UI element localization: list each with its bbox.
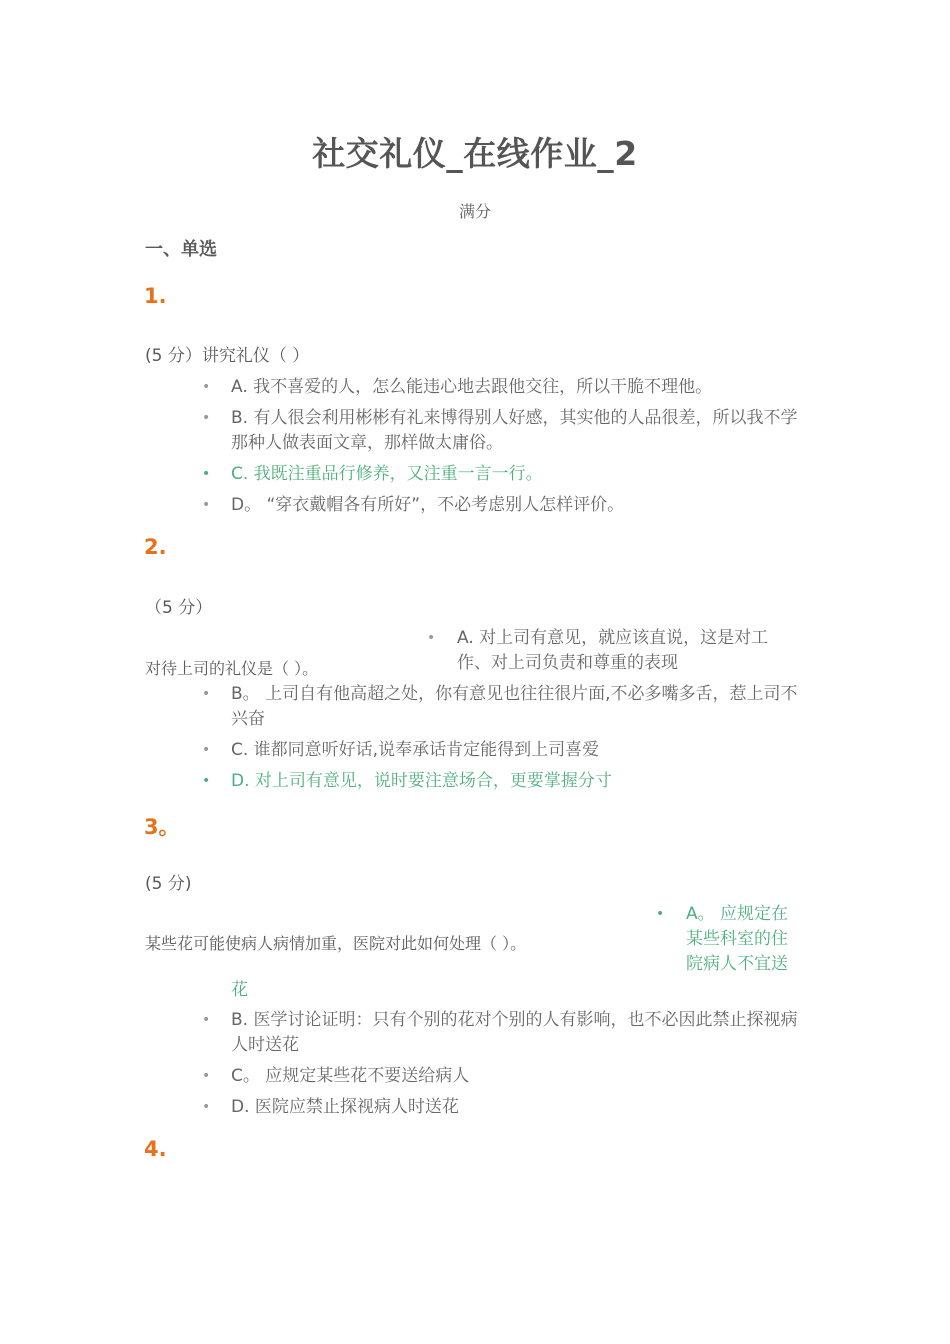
bullet-icon: • bbox=[427, 630, 436, 646]
question-2-score: （5 分） bbox=[145, 598, 213, 618]
question-3-number: 3。 bbox=[144, 815, 180, 839]
page-title: 社交礼仪_在线作业_2 bbox=[312, 134, 638, 173]
question-1-option-a[interactable]: A. 我不喜爱的人，怎么能违心地去跟他交往，所以干脆不理他。 bbox=[231, 377, 713, 397]
bullet-icon: • bbox=[202, 466, 211, 482]
bullet-icon: • bbox=[202, 1012, 211, 1028]
bullet-icon: • bbox=[202, 379, 211, 395]
bullet-icon: • bbox=[202, 773, 211, 789]
question-1-number: 1. bbox=[144, 284, 167, 308]
bullet-icon: • bbox=[202, 497, 211, 513]
question-2-option-a[interactable]: A. 对上司有意见，就应该直说，这是对工作、对上司负责和尊重的表现 bbox=[457, 628, 769, 673]
bullet-icon: • bbox=[656, 906, 665, 922]
bullet-icon: • bbox=[202, 410, 211, 426]
question-2-stem: 对待上司的礼仪是（ ）。 bbox=[145, 659, 319, 678]
question-3-option-a[interactable]: A。 应规定在某些科室的住院病人不宜送 bbox=[686, 904, 789, 974]
bullet-icon: • bbox=[202, 1068, 211, 1084]
page-subtitle: 满分 bbox=[458, 202, 491, 221]
question-2-option-c[interactable]: C. 谁都同意听好话,说奉承话肯定能得到上司喜爱 bbox=[231, 740, 600, 760]
question-1-option-c[interactable]: C. 我既注重品行修养，又注重一言一行。 bbox=[231, 464, 543, 484]
bullet-icon: • bbox=[202, 686, 211, 702]
bullet-icon: • bbox=[202, 742, 211, 758]
question-3-stem: 某些花可能使病人病情加重，医院对此如何处理（ ）。 bbox=[145, 934, 527, 953]
question-1-stem: (5 分）讲究礼仪（ ） bbox=[145, 346, 310, 366]
question-3-option-b[interactable]: B. 医学讨论证明：只有个别的花对个别的人有影响，也不必因此禁止探视病人时送花 bbox=[231, 1010, 798, 1055]
section-heading: 一、单选 bbox=[145, 239, 217, 260]
question-3-score: (5 分) bbox=[145, 874, 192, 894]
question-2-number: 2. bbox=[144, 535, 167, 559]
question-1-option-d[interactable]: D。 “穿衣戴帽各有所好”，不必考虑别人怎样评价。 bbox=[231, 495, 625, 515]
question-3-option-a-continuation[interactable]: 花 bbox=[231, 980, 248, 1000]
question-1-option-b[interactable]: B. 有人很会利用彬彬有礼来博得别人好感，其实他的人品很差，所以我不学那种人做表面文章，那样做太庸俗。 bbox=[231, 408, 798, 453]
question-2-option-d[interactable]: D. 对上司有意见，说时要注意场合，更要掌握分寸 bbox=[231, 771, 612, 791]
question-3-option-c[interactable]: C。 应规定某些花不要送给病人 bbox=[231, 1066, 470, 1086]
question-2-option-b[interactable]: B。 上司自有他高超之处，你有意见也往往很片面,不必多嘴多舌，惹上司不兴奋 bbox=[231, 684, 798, 729]
question-3-option-d[interactable]: D. 医院应禁止探视病人时送花 bbox=[231, 1097, 459, 1117]
bullet-icon: • bbox=[202, 1099, 211, 1115]
question-4-number: 4. bbox=[144, 1137, 167, 1161]
